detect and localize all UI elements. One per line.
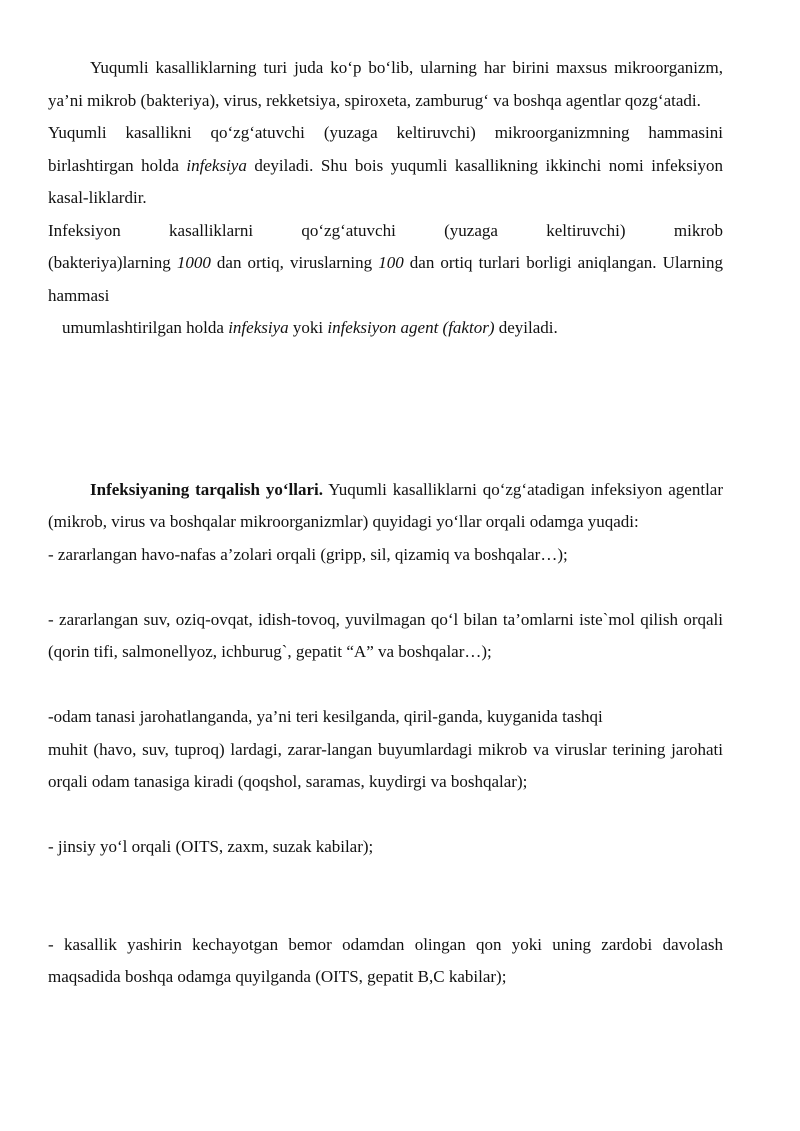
list-item-food-water: - zararlangan suv, oziq-ovqat, idish-tovoq, yuvilmagan qo‘l bilan ta’omlarni iste`mol qilish orqali (qorin tifi, salmonellyoz, ichburug`, gepatit “A” va boshqalar…); (48, 609, 723, 661)
spacer (48, 864, 723, 929)
list-item-wound-continued: muhit (havo, suv, tuproq) lardagi, zarar-langan buyumlardagi mikrob va viruslar terining jarohati orqali odam tanasiga kiradi (qoqshol, saramas, kuydirgi va boshqalar); (48, 739, 723, 791)
list-item-wound: -odam tanasi jarohatlanganda, ya’ni teri kesilganda, qiril-ganda, kuyganida tashqi (48, 707, 603, 726)
number-bacteria: 1000 (176, 253, 211, 272)
text-span: deyiladi. Shu bois yuqumli kasallikning ikkinchi nomi infeksiyon kasal-liklardir. (48, 155, 723, 207)
list-item-airborne: - zararlangan havo-nafas a’zolari orqali (gripp, sil, qizamiq va boshqalar…); (48, 544, 568, 564)
spacer (48, 669, 723, 702)
text-span: deyiladi. (494, 318, 558, 337)
list-item-blood: - kasallik yashirin kechayotgan bemor odamdan olingan qon yoki uning zardobi davolash maqsadida boshqa odamga quyilganda (OITS, gepatit B,C kabilar); (48, 934, 723, 986)
text-span: Yuqumli kasallikni qo‘zg‘atuvchi (yuzaga keltiruvchi) mikroorganizmning hammasini birlashtirgan holda (48, 123, 723, 175)
term-infeksiyon-agent: infeksiyon agent (faktor) (327, 318, 495, 337)
spacer (48, 571, 723, 604)
document-page (48, 52, 723, 994)
text-span: dan ortiq, viruslarning (210, 253, 379, 272)
text-span: (bakteriya)larning (48, 253, 177, 272)
spacer (48, 345, 723, 474)
text-span: yoki (288, 318, 328, 337)
number-viruses: 100 (378, 253, 404, 272)
spacer (48, 799, 723, 832)
list-item-sexual: - jinsiy yo‘l orqali (OITS, zaxm, suzak kabilar); (48, 837, 374, 856)
paragraph-infection-definition (48, 117, 723, 215)
paragraph-counts (48, 247, 723, 312)
paragraph-transmission (48, 474, 723, 539)
text-span: umumlashtirilgan holda (62, 318, 229, 337)
paragraph-line: Infeksiyon kasalliklarni qo‘zg‘atuvchi (yuzaga keltiruvchi) mikrob (48, 220, 723, 240)
term-infeksiya: infeksiya (228, 318, 289, 337)
paragraph-intro: Yuqumli kasalliklarning turi juda ko‘p bo‘lib, ularning har birini maxsus mikroorganizm, ya’ni mikrob (bakteriya), virus, rekketsiya, spiroxeta, zamburug‘ va boshqa agentlar qozg‘atadi. (48, 58, 723, 110)
text-span: Yuqumli kasalliklarni qo‘zg‘atadigan infeksiyon agentlar (mikrob, virus va boshqalar mikroorganizmlar) quyidagi yo‘llar orqali odamga yuqadi: (48, 479, 723, 531)
text-span: dan ortiq turlari borligi aniqlangan. Ularning hammasi (48, 253, 724, 305)
term-infeksiya: infeksiya (186, 155, 247, 175)
paragraph-generalized (48, 312, 723, 345)
section-heading: Infeksiyaning tarqalish yo‘llari. (90, 479, 324, 499)
